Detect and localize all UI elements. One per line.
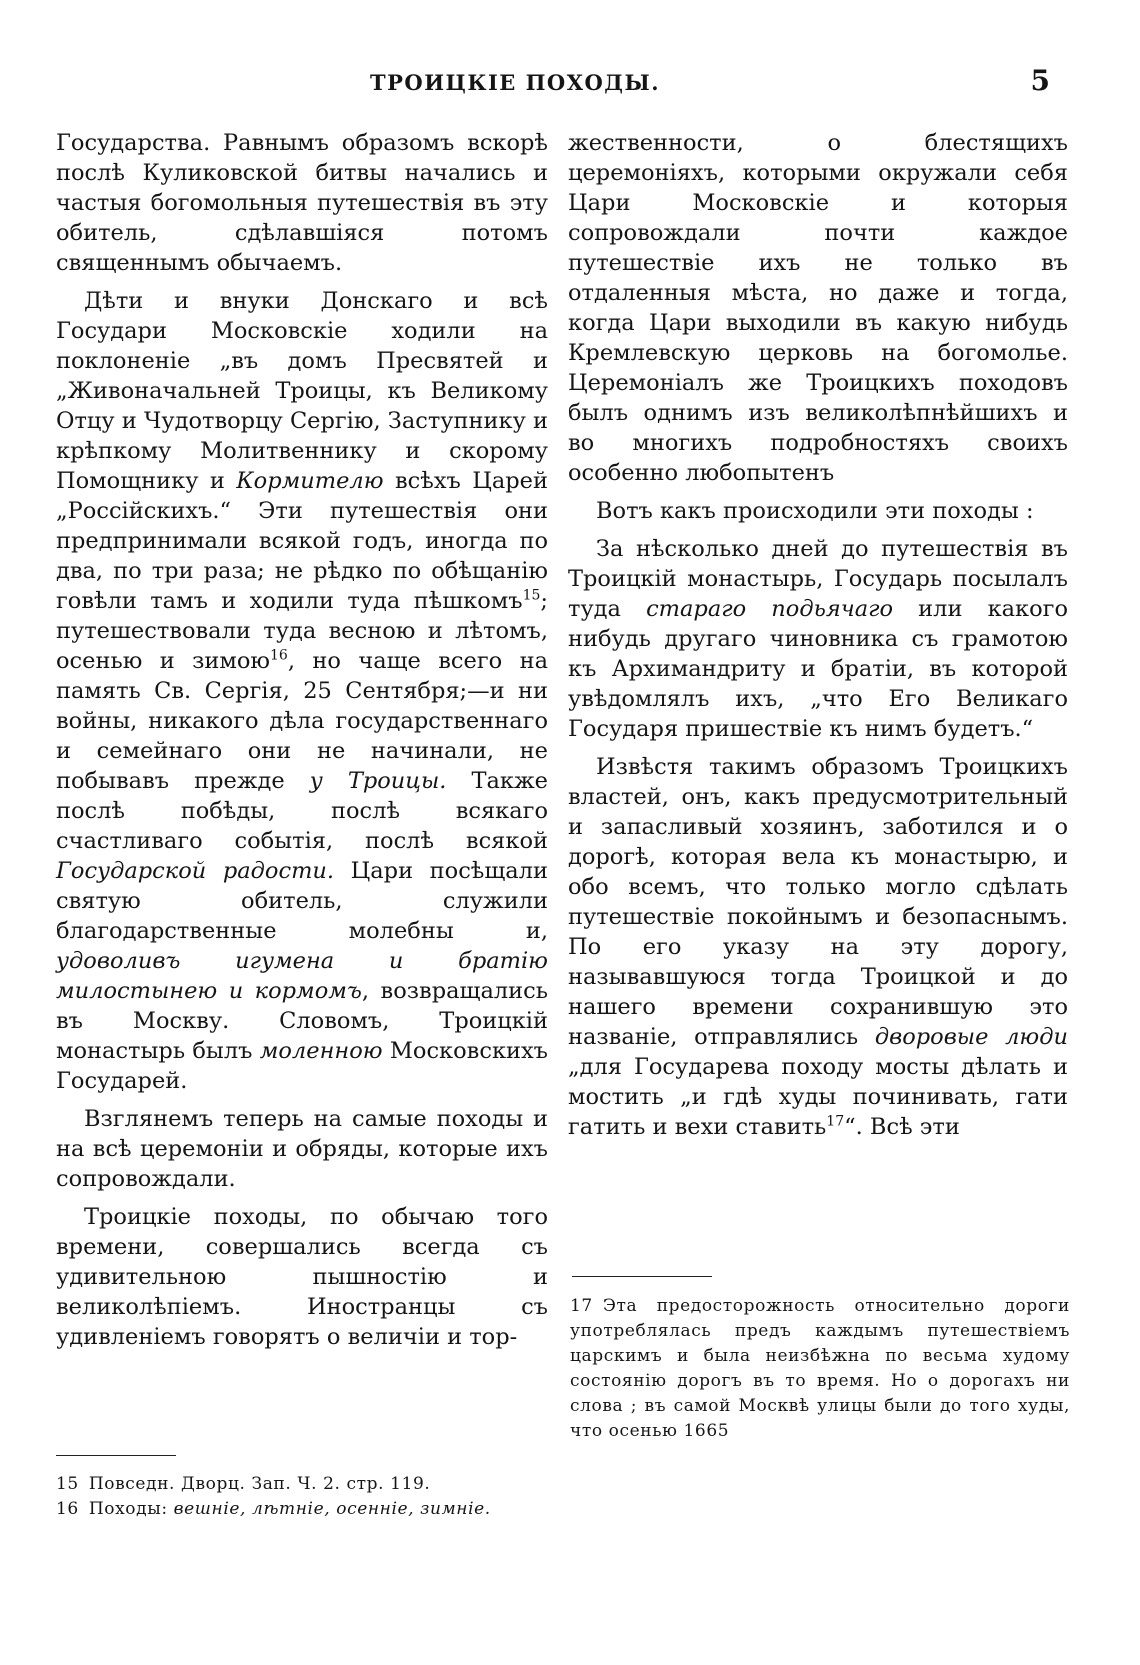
text-run: „для Государева походу мосты дѣлать и мостить „и гдѣ худы починивать, гати гатить и вехи ставить <box>568 1054 1068 1140</box>
text-run: или какого нибудь другаго чиновника съ грамотою къ Архимандриту и братіи, въ которой увѣдомлялъ ихъ, „что Его Великаго Государя пришествіе къ нимъ будетъ.“ <box>568 596 1069 742</box>
italic-run: удоволивъ игумена и братію милостынею и кормомъ <box>56 948 548 1004</box>
italic-run: у Троицы. <box>309 768 447 794</box>
footnote-text: Походы: <box>88 1499 174 1519</box>
right-paragraph-4 <box>568 752 1068 1142</box>
italic-run: дворовые люди <box>874 1024 1068 1050</box>
running-title: ТРОИЦКІЕ ПОХОДЫ. <box>370 70 661 95</box>
italic-run: Кормителю <box>236 468 384 494</box>
text-run: За нѣсколько дней до путешествія въ Троицкій монастырь, Государь посылалъ туда <box>568 536 1068 622</box>
right-paragraph-3 <box>568 534 1068 744</box>
left-paragraph-4: Троицкіе походы, по обычаю того времени, совершались всегда съ удивительною пышностію и великолѣпіемъ. Иностранцы съ удивленіемъ говорятъ о величіи и тор- <box>56 1204 548 1350</box>
right-column <box>568 128 1068 1150</box>
footnote-15 <box>56 1472 546 1497</box>
text-run: Извѣстя такимъ образомъ Троицкихъ властей, онъ, какъ предусмотрительный и запасливый хозяинъ, заботился и о дорогѣ, которая вела къ монастырю, и обо всемъ, что только могло сдѣлать путешествіе покойнымъ и безопаснымъ. По его указу на эту дорогу, называвшуюся тогда Троицкой и до нашего времени сохранившую это названіе, отправлялись <box>568 754 1068 1050</box>
text-run: , возвращались въ Москву. Словомъ, Троицкій монастырь былъ <box>56 978 548 1064</box>
footnote-text: Повседн. Дворц. Зап. Ч. 2. стр. 119. <box>88 1474 431 1494</box>
footnote-ref-15[interactable]: 15 <box>522 587 541 604</box>
page-number: 5 <box>1030 64 1050 97</box>
italic-run: моленною <box>259 1038 383 1064</box>
left-paragraph-2 <box>56 286 548 1096</box>
right-paragraph-1: жественности, о блестящихъ церемоніяхъ, которыми окружали себя Цари Московскіе и которыя сопровождали почти каждое путешествіе ихъ не только въ отдаленныя мѣста, но даже и тогда, когда Цари выходили въ какую нибудь Кремлевскую церковь на богомолье. Церемоніалъ же Троицкихъ походовъ былъ однимъ изъ великолѣпнѣйшихъ и во многихъ подробностяхъ своихъ особенно любопытенъ <box>568 130 1068 486</box>
footnote-text: Эта предосторожность относительно дороги употреблялась предъ каждымъ путешествіемъ царскимъ и была неизбѣжна по весьма худому состоянію дорогъ въ то время. Но о дорогахъ ни слова ; въ самой Москвѣ улицы были до того худы, что осенью 1665 <box>570 1296 1070 1441</box>
text-run: ; путешествовали туда весною и лѣтомъ, осенью и зимою <box>56 588 548 674</box>
footnote-16 <box>56 1497 546 1522</box>
footnote-ref-16[interactable]: 16 <box>270 647 288 664</box>
footnote-number: 16 <box>56 1499 79 1519</box>
text-run: “. Всѣ эти <box>844 1114 960 1140</box>
italic-run: стараго подьячаго <box>646 596 894 622</box>
footnotes-left <box>56 1472 546 1522</box>
text-run: Дѣти и внуки Донскаго и всѣ Государи Московскіе ходили на поклоненіе „въ домъ Пресвятей и „Живоначальней Троицы, къ Великому Отцу и Чудотворцу Сергію, Заступнику и крѣпкому Молитвеннику и скорому Помощнику и <box>56 288 548 494</box>
right-paragraph-2: Вотъ какъ происходили эти походы : <box>596 498 1034 524</box>
footnote-number: 17 <box>570 1296 593 1316</box>
text-run: Цари посѣщали святую обитель, служили благодарственные молебны и, <box>56 858 548 944</box>
text-run: Также послѣ побѣды, послѣ всякаго счастливаго событія, послѣ всякой <box>56 768 548 854</box>
text-run: , но чаще всего на память Св. Сергія, 25 Сентября;—и ни войны, никакого дѣла государственнаго и семейнаго они не начинали, не побывавъ прежде <box>56 648 548 794</box>
text-run: всѣхъ Царей „Россійскихъ.“ Эти путешествія они предпринимали всякой годъ, иногда по два, по три раза; не рѣдко по обѣщанію говѣли тамъ и ходили туда пѣшкомъ <box>56 468 548 614</box>
left-paragraph-3: Взглянемъ теперь на самые походы и на всѣ церемоніи и обряды, которые ихъ сопровождали. <box>56 1106 548 1192</box>
footnote-number: 15 <box>56 1474 79 1494</box>
footnote-divider-right <box>572 1276 712 1277</box>
footnote-ref-17[interactable]: 17 <box>826 1113 845 1130</box>
footnote-italic: вешніе, лѣтніе, осенніе, зимніе. <box>173 1499 491 1519</box>
italic-run: Государской радости. <box>56 858 335 884</box>
footnote-divider-left <box>56 1455 176 1456</box>
page-header <box>0 64 1140 110</box>
left-paragraph-1: Государства. Равнымъ образомъ вскорѣ послѣ Куликовской битвы начались и частыя богомольныя путешествія въ эту обитель, сдѣлавшіяся потомъ священнымъ обычаемъ. <box>56 130 548 276</box>
text-run: Московскихъ Государей. <box>56 1038 549 1094</box>
footnote-17 <box>570 1294 1070 1444</box>
footnotes-right <box>570 1294 1070 1444</box>
left-column <box>56 128 548 1360</box>
